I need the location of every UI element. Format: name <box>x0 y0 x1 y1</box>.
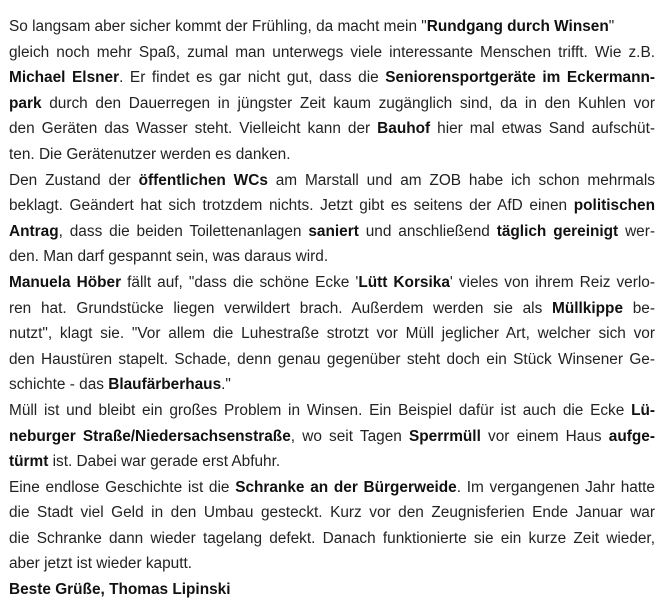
text-segment: ist. Dabei war gerade erst Abfuhr. <box>48 453 281 471</box>
text-segment: , dass die beiden Toilettenanlagen <box>58 222 309 240</box>
bold-phrase: türmt <box>9 453 49 471</box>
text-line <box>9 321 655 347</box>
bold-phrase: Lütt Korsika <box>358 273 450 291</box>
text-segment: den Haustüren stapelt. Schade, denn genau gegenüber steht doch ein Stück Winsener Ge- <box>9 350 655 368</box>
bold-phrase: Sperrmüll <box>409 427 481 445</box>
text-line <box>9 91 655 117</box>
bold-phrase: Müllkippe <box>552 299 624 317</box>
text-segment: den. Man darf gespannt sein, was daraus wird. <box>9 248 329 266</box>
bold-phrase: Rundgang durch Winsen <box>426 18 609 35</box>
text-segment: nutzt", klagt sie. "Vor allem die Luhestraße strotzt vor Müll jeglicher Art, welcher sich vor <box>9 325 655 343</box>
bold-phrase: Manuela Höber <box>9 273 122 291</box>
bold-phrase: Seniorensportgeräte im Eckermann- <box>385 69 655 87</box>
article-text <box>9 14 655 603</box>
text-line <box>9 40 655 66</box>
text-segment: fällt auf, "dass die schöne Ecke ' <box>121 273 359 291</box>
text-segment: So langsam aber sicher kommt der Frühling, da macht mein " <box>9 18 427 35</box>
text-segment: . Im vergangenen Jahr hatte <box>456 478 655 496</box>
text-line <box>9 219 655 245</box>
text-line <box>9 475 655 501</box>
text-segment: aber jetzt ist wieder kaputt. <box>9 555 193 573</box>
bold-phrase: täglich gereinigt <box>496 222 619 240</box>
text-segment: wer- <box>618 222 655 240</box>
text-segment: , wo seit Tagen <box>290 427 410 445</box>
text-line <box>9 14 655 40</box>
bold-phrase: aufge- <box>608 427 655 445</box>
bold-phrase: Michael Elsner <box>9 69 120 87</box>
text-line <box>9 193 655 219</box>
text-line <box>9 296 655 322</box>
bold-phrase: Bauhof <box>377 120 431 138</box>
text-line <box>9 168 655 194</box>
text-line <box>9 398 655 424</box>
bold-phrase: saniert <box>308 222 359 240</box>
text-line <box>9 449 655 475</box>
text-segment: beklagt. Geändert hat sich trotzdem nichts. Jetzt gibt es seitens der AfD einen <box>9 197 574 215</box>
text-segment: den Geräten das Wasser steht. Vielleicht kann der <box>9 120 378 138</box>
bold-phrase: Blaufärberhaus <box>108 376 222 394</box>
text-segment: Müll ist und bleibt ein großes Problem in Winsen. Ein Beispiel dafür ist auch die Ecke <box>9 401 632 419</box>
bold-phrase: park <box>9 94 42 112</box>
bold-phrase: Antrag <box>9 222 59 240</box>
text-segment: ' vieles von ihrem Reiz verlo- <box>449 273 655 291</box>
text-segment: " <box>608 18 615 35</box>
text-segment: schichte - das <box>9 376 109 394</box>
text-segment: gleich noch mehr Spaß, zumal man unterwegs viele interessante Menschen trifft. Wie z.B. <box>9 43 655 61</box>
text-line <box>9 65 655 91</box>
text-line <box>9 142 655 168</box>
text-line <box>9 577 655 603</box>
text-segment: und anschließend <box>358 222 497 240</box>
text-line <box>9 270 655 296</box>
text-line <box>9 551 655 577</box>
text-segment: be- <box>623 299 655 317</box>
text-line <box>9 500 655 526</box>
text-segment: ." <box>221 376 231 394</box>
text-segment: Eine endlose Geschichte ist die <box>9 478 236 496</box>
text-segment: vor einem Haus <box>480 427 609 445</box>
bold-phrase: Beste Grüße, Thomas Lipinski <box>9 581 231 599</box>
text-line <box>9 526 655 552</box>
text-segment: Den Zustand der <box>9 171 139 189</box>
text-line <box>9 372 655 398</box>
bold-phrase: politischen <box>573 197 655 215</box>
text-segment: die Stadt viel Geld in den Umbau gesteckt. Kurz vor den Zeugnisferien Ende Januar war <box>9 504 655 522</box>
bold-phrase: öffentlichen WCs <box>138 171 268 189</box>
text-line <box>9 347 655 373</box>
text-line <box>9 424 655 450</box>
text-line <box>9 244 655 270</box>
text-segment: am Marstall und am ZOB habe ich schon mehrmals <box>267 171 655 189</box>
bold-phrase: Schranke an der Bürgerweide <box>235 478 457 496</box>
text-segment: hier mal etwas Sand aufschüt- <box>430 120 655 138</box>
text-segment: durch den Dauerregen in jüngster Zeit kaum zugänglich sind, da in den Kuhlen vor <box>41 94 655 112</box>
bold-phrase: Lü- <box>631 401 655 419</box>
text-segment: . Er findet es gar nicht gut, dass die <box>119 69 386 87</box>
text-segment: ten. Die Gerätenutzer werden es danken. <box>9 145 291 163</box>
text-line <box>9 116 655 142</box>
text-segment: ren hat. Grundstücke liegen verwildert brach. Außerdem werden sie als <box>9 299 553 317</box>
text-segment: die Schranke dann wieder tagelang defekt. Danach funktionierte sie ein kurze Zeit wieder, <box>9 529 655 547</box>
bold-phrase: neburger Straße/Niedersachsenstraße <box>9 427 291 445</box>
